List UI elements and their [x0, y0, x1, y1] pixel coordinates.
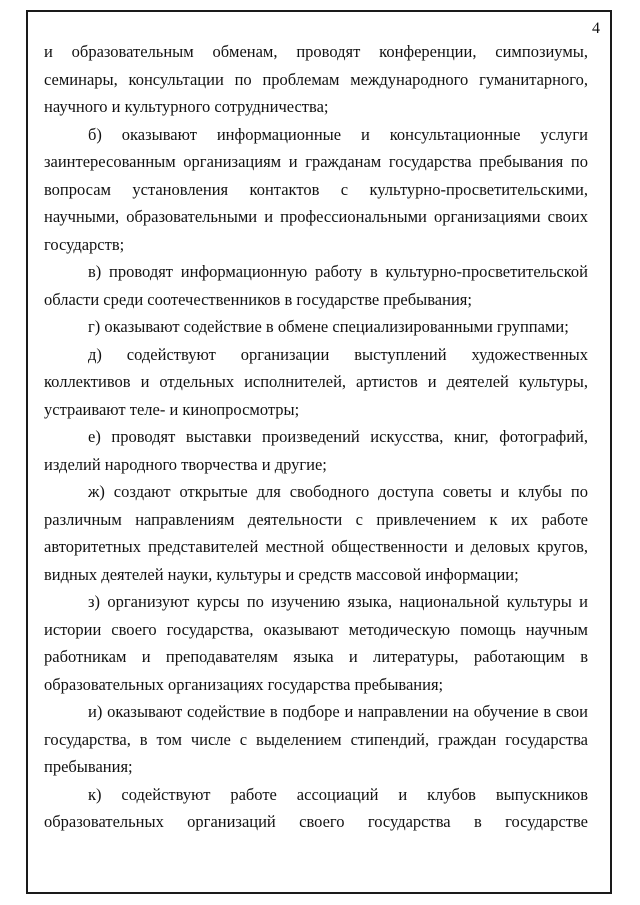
- paragraph-item-d: д) содействуют организации выступлений художественных коллективов и отдельных исполнителей, артистов и деятелей культуры, устраивают теле- и кинопросмотры;: [44, 344, 588, 419]
- paragraph-item-e: е) проводят выставки произведений искусства, книг, фотографий, изделий народного творчества и другие;: [44, 427, 588, 474]
- paragraph-item-zh: ж) создают открытые для свободного доступа советы и клубы по различным направлениям деятельности с привлечением к их работе авторитетных представителей местной общественности и деловых кругов, видных деятелей науки, культуры и средств массовой информации;: [44, 482, 588, 584]
- document-body: [44, 38, 588, 836]
- paragraph-item-z: з) организуют курсы по изучению языка, национальной культуры и истории своего государства, оказывают методическую помощь научным работникам и преподавателям языка и литературы, работающим в образовательных организациях государства пребывания;: [44, 592, 588, 694]
- paragraph-item-k: к) содействуют работе ассоциаций и клубов выпускников образовательных организаций своего государства в государстве: [44, 784, 588, 831]
- paragraph-item-i: и) оказывают содействие в подборе и направлении на обучение в свои государства, в том числе с выделением стипендий, граждан государства пребывания;: [44, 702, 588, 776]
- paragraph-continuation: и образовательным обменам, проводят конференции, симпозиумы, семинары, консультации по проблемам международного гуманитарного, научного и культурного сотрудничества;: [44, 42, 588, 116]
- page-number: 4: [592, 20, 600, 37]
- paragraph-item-g: г) оказывают содействие в обмене специализированными группами;: [88, 317, 569, 336]
- paragraph-item-v: в) проводят информационную работу в культурно-просветительской области среди соотечественников в государстве пребывания;: [44, 262, 588, 309]
- paragraph-item-b: б) оказывают информационные и консультационные услуги заинтересованным организациям и гражданам государства пребывания по вопросам установления контактов с культурно-просветительскими, научными, образовательными и профессиональными организациями своих государств;: [44, 124, 588, 254]
